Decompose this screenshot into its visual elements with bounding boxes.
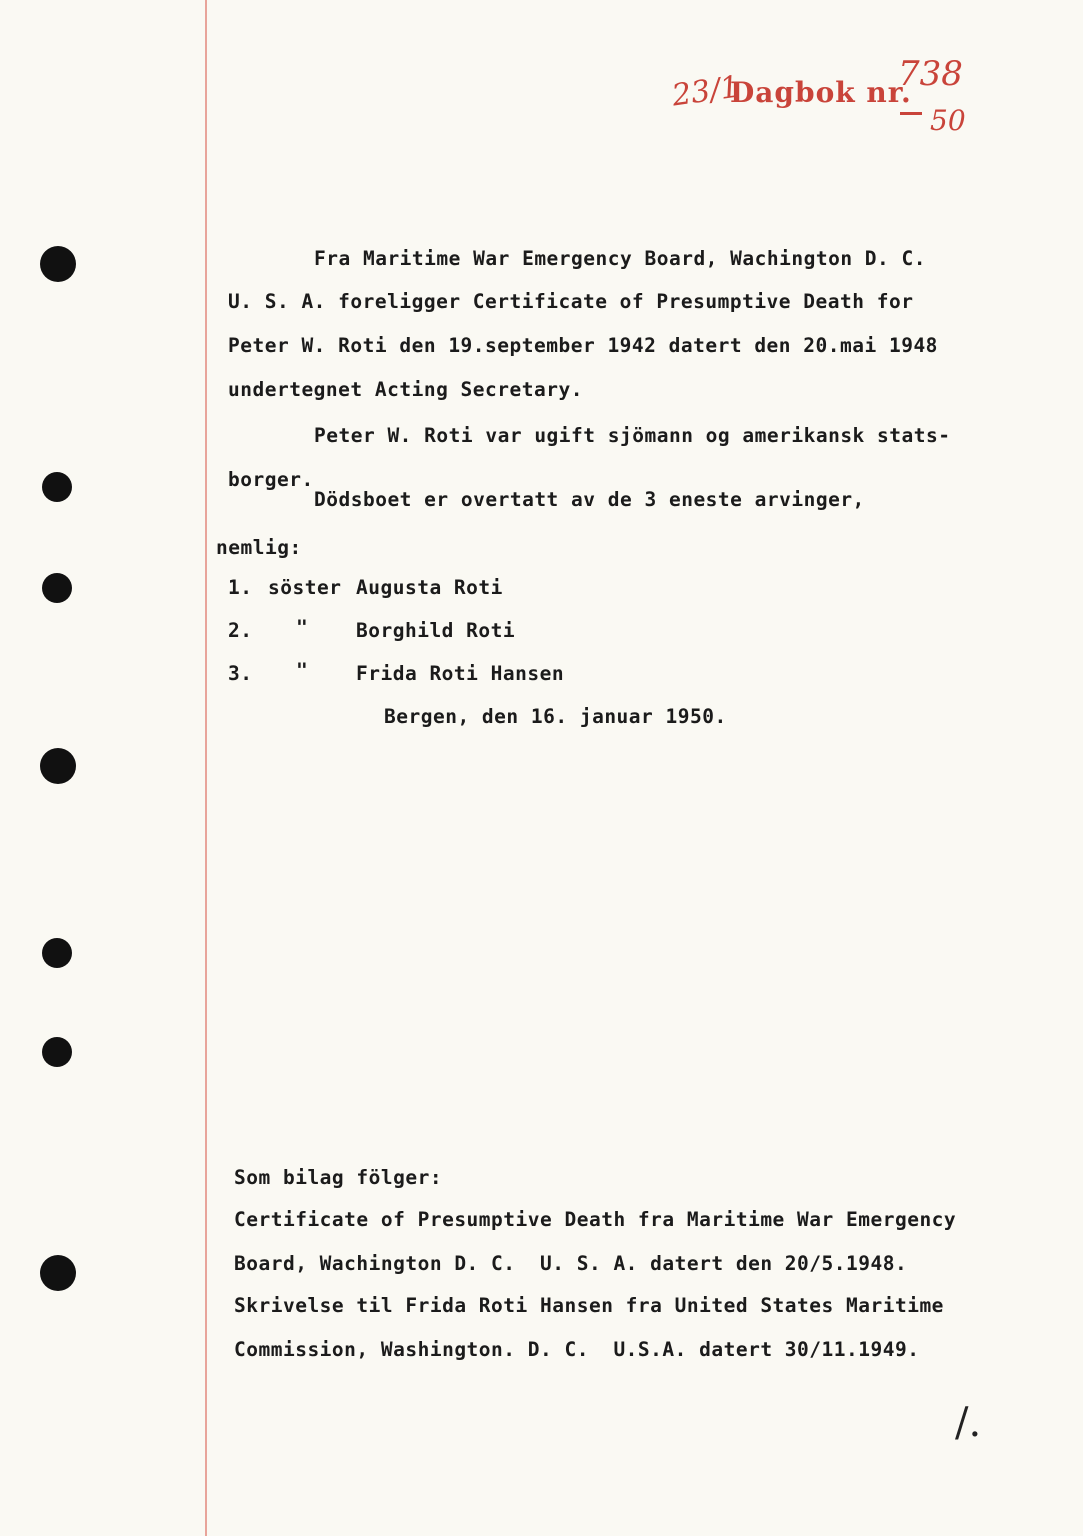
margin-rule [205,0,207,1536]
heir-name: Augusta Roti [356,576,503,599]
stamp-number: 738 [898,54,963,94]
heir-name: Borghild Roti [356,619,516,642]
heir-name: Frida Roti Hansen [356,662,565,685]
punch-hole-icon [40,246,76,282]
heir-relation: " [296,659,309,682]
attachment-line: Certificate of Presumptive Death fra Maritime War Emergency [234,1208,957,1231]
punch-hole-icon [42,1037,72,1067]
body-line: borger. [228,468,314,491]
heir-relation: söster [268,576,342,599]
stamp-date: 23/1 [669,69,742,114]
body-line: Fra Maritime War Emergency Board, Wachington D. C. [314,247,926,270]
punch-hole-icon [42,573,72,603]
punch-hole-icon [40,748,76,784]
attachments-heading: Som bilag fölger: [234,1166,443,1189]
attachment-line: Skrivelse til Frida Roti Hansen fra United States Maritime [234,1294,944,1317]
heirs-intro: nemlig: [216,536,302,559]
heir-number: 2. [228,619,253,642]
journal-stamp [669,54,1032,146]
body-line: Peter W. Roti var ugift sjömann og amerikansk stats- [314,424,951,447]
stamp-label: Dagbok nr. [730,76,912,109]
heir-number: 3. [228,662,253,685]
body-line: undertegnet Acting Secretary. [228,378,583,401]
page-continuation-mark: /. [955,1400,982,1446]
heir-number: 1. [228,576,253,599]
attachment-line: Board, Wachington D. C. U. S. A. datert den 20/5.1948. [234,1252,908,1275]
place-date: Bergen, den 16. januar 1950. [384,705,727,728]
attachment-line: Commission, Washington. D. C. U.S.A. datert 30/11.1949. [234,1338,920,1361]
punch-hole-icon [42,472,72,502]
body-line: Peter W. Roti den 19.september 1942 datert den 20.mai 1948 [228,334,938,357]
heir-relation: " [296,616,309,639]
stamp-underline [900,96,922,115]
punch-hole-icon [42,938,72,968]
stamp-year: 50 [930,104,966,137]
punch-hole-icon [40,1255,76,1291]
body-line: Dödsboet er overtatt av de 3 eneste arvinger, [314,488,865,511]
body-line: U. S. A. foreligger Certificate of Presumptive Death for [228,290,914,313]
